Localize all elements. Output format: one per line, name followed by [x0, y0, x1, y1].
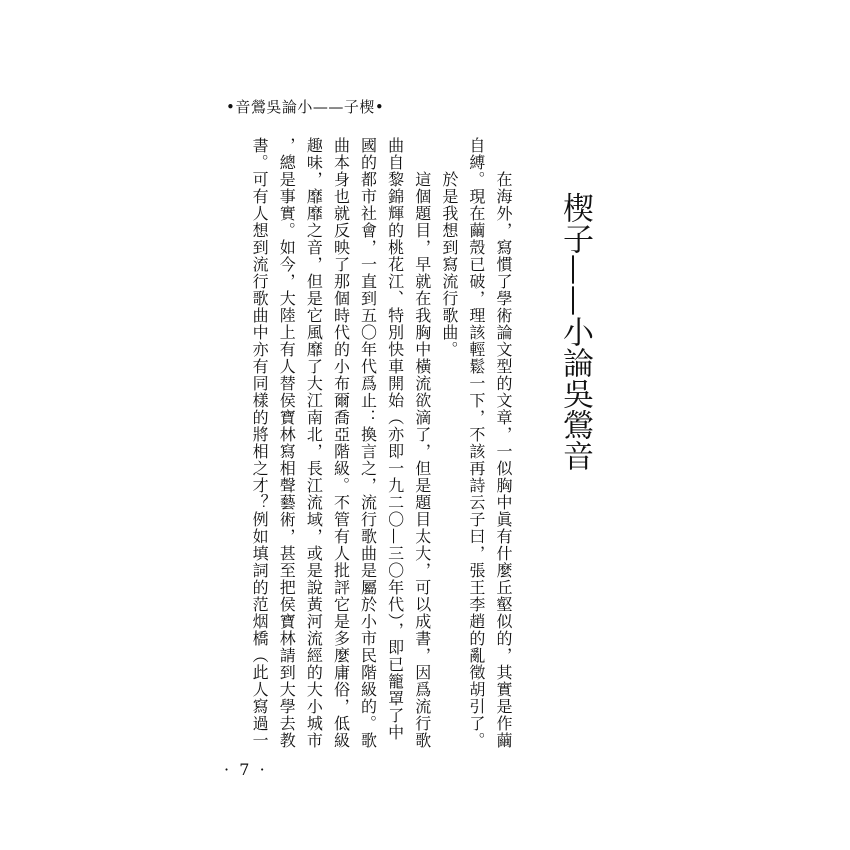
text-line: ，總是事實。如今，大陸上有人替侯寶林寫相聲藝術，甚至把侯寶林請到大學去教: [277, 137, 297, 749]
text-line: 趣味，靡靡之音，但是它風靡了大江南北，長江流域，或是說黃河流經的大小城市: [304, 137, 324, 749]
text-line: 曲自黎錦輝的桃花江、特別快車開始（亦即一九二〇—三〇年代），即已籠罩了中: [385, 137, 405, 741]
running-header: •楔子——小論吳鶯音•: [226, 98, 385, 116]
text-line: 於是我想到寫流行歌曲。: [439, 171, 459, 358]
page-number: · 7 ·: [224, 760, 265, 779]
text-line: 在海外，寫慣了學術論文型的文章，一似胸中眞有什麼丘壑似的，其實是作繭: [494, 171, 513, 749]
text-line: 曲本身也就反映了那個時代的小布爾喬亞階級。不管有人批評它是多麼庸俗，低級: [331, 137, 351, 749]
text-line: 自縛。現在繭殼已破，理該輕鬆一下，不該再詩云子曰，張王李趙的亂徵胡引了。: [466, 137, 486, 749]
text-line: 國的都市社會，一直到五〇年代爲止：換言之，流行歌曲是屬於小市民階級的。歌: [358, 137, 378, 749]
text-line: 書。可有人想到流行歌曲中亦有同樣的將相之才？例如填詞的范烟橋（此人寫過一: [250, 137, 270, 749]
body-text: [246, 137, 517, 757]
text-line: 這個題目，早就在我胸中橫流欲滴了，但是題目太大，可以成書，因爲流行歌: [412, 171, 432, 749]
chapter-title: 楔子——小論吳鶯音: [557, 192, 593, 471]
